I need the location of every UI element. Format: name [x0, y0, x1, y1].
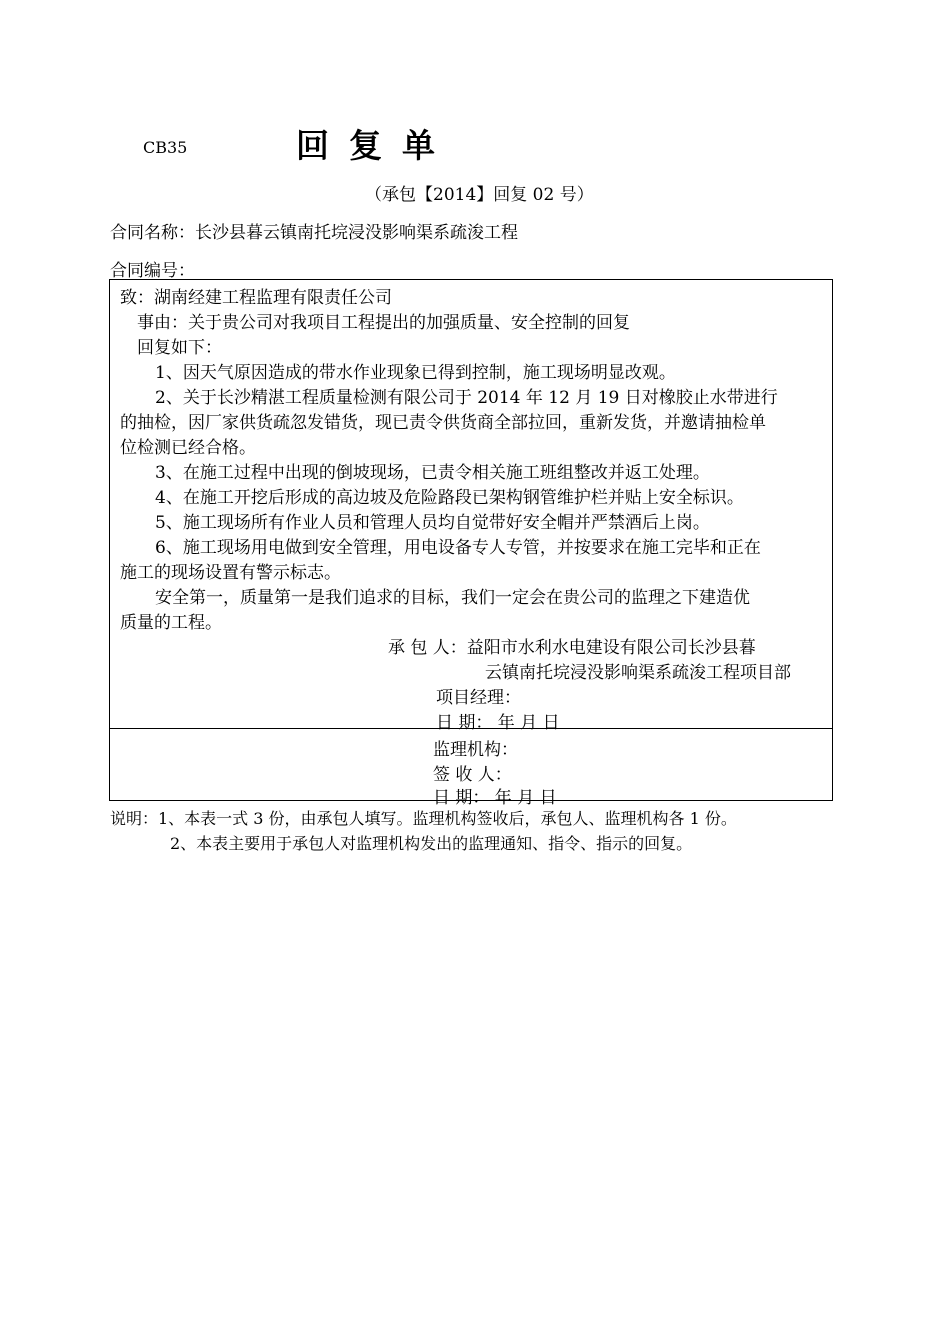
reply-item: 2、关于长沙精湛工程质量检测有限公司于 2014 年 12 月 19 日对橡胶止水带进行	[155, 388, 778, 408]
contractor-continued: 云镇南托垸浸没影响渠系疏浚工程项目部	[485, 663, 791, 683]
document-number: （承包【2014】回复 02 号）	[365, 185, 594, 205]
contract-name: 合同名称：长沙县暮云镇南托垸浸没影响渠系疏浚工程	[110, 223, 518, 243]
reply-item: 施工的现场设置有警示标志。	[120, 563, 341, 583]
subject-line: 事由：关于贵公司对我项目工程提出的加强质量、安全控制的回复	[137, 313, 630, 333]
closing-statement: 安全第一，质量第一是我们追求的目标，我们一定会在贵公司的监理之下建造优	[155, 588, 750, 608]
contractor-date: 日 期： 年 月 日	[436, 713, 560, 733]
receiver: 签 收 人：	[433, 765, 512, 785]
reply-intro: 回复如下：	[137, 338, 222, 358]
addressee: 致：湖南经建工程监理有限责任公司	[120, 288, 392, 308]
reply-table	[109, 279, 833, 808]
notes-line-2: 2、本表主要用于承包人对监理机构发出的监理通知、指令、指示的回复。	[170, 834, 693, 853]
supervision-date: 日 期： 年 月 日	[433, 788, 557, 808]
table-divider	[110, 728, 832, 729]
reply-item: 位检测已经合格。	[120, 438, 256, 458]
form-code: CB35	[143, 138, 188, 157]
reply-item: 6、施工现场用电做到安全管理，用电设备专人专管，并按要求在施工完毕和正在	[155, 538, 761, 558]
supervision-agency: 监理机构：	[433, 740, 518, 760]
notes-line-1: 说明：1、本表一式 3 份，由承包人填写。监理机构签收后，承包人、监理机构各 1 份。	[110, 809, 737, 828]
reply-item: 的抽检，因厂家供货疏忽发错货，现已责令供货商全部拉回，重新发货，并邀请抽检单	[120, 413, 766, 433]
contract-number: 合同编号：	[110, 261, 195, 281]
contractor: 承 包 人：益阳市水利水电建设有限公司长沙县暮	[388, 638, 756, 658]
reply-item: 4、在施工开挖后形成的高边坡及危险路段已架构钢管维护栏并贴上安全标识。	[155, 488, 744, 508]
page-title: 回复单	[296, 126, 455, 165]
reply-item: 1、因天气原因造成的带水作业现象已得到控制，施工现场明显改观。	[155, 363, 676, 383]
reply-item: 5、施工现场所有作业人员和管理人员均自觉带好安全帽并严禁酒后上岗。	[155, 513, 710, 533]
project-manager: 项目经理：	[436, 688, 521, 708]
closing-statement: 质量的工程。	[120, 613, 222, 633]
reply-item: 3、在施工过程中出现的倒坡现场，已责令相关施工班组整改并返工处理。	[155, 463, 710, 483]
